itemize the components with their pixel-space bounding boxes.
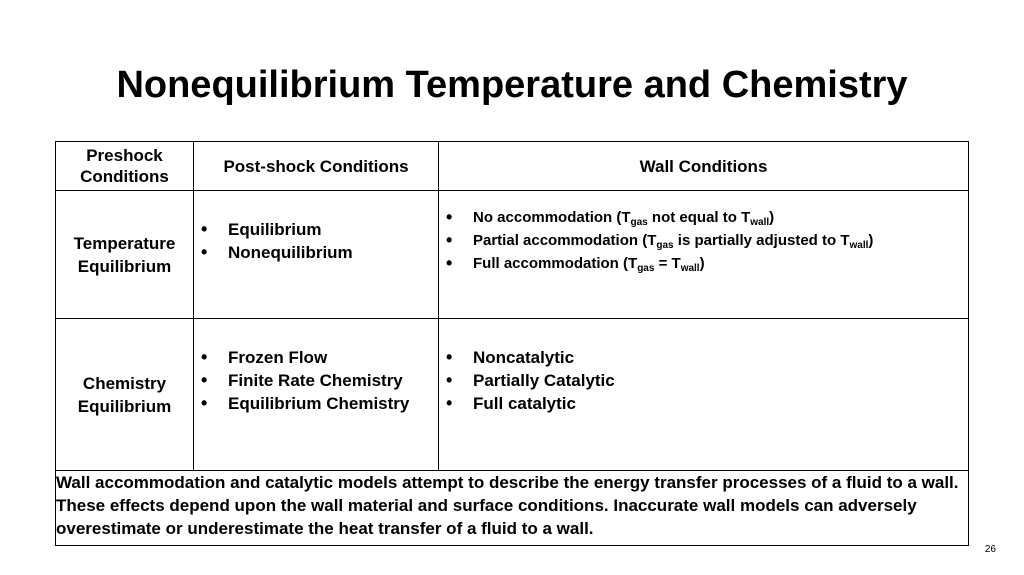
item-text: ) — [868, 232, 874, 249]
temperature-row — [56, 191, 969, 319]
list-item: • Nonequilibrium — [194, 241, 438, 264]
item-text: is partially adjusted to T — [673, 232, 850, 249]
item-text: Partial accommodation (T — [473, 232, 657, 249]
item-text: Full accommodation (T — [473, 255, 638, 272]
subscript: gas — [637, 263, 655, 274]
temperature-wall-cell — [439, 191, 969, 319]
chemistry-wall-cell — [439, 319, 969, 471]
header-row — [56, 142, 969, 191]
list-item: • Noncatalytic — [439, 346, 968, 369]
footer-note: Wall accommodation and catalytic models attempt to describe the energy transfer processes of a fluid to a wall. These effects depend upon the wall material and surface conditions. Inaccurate wall models can adversely overestimate or underestimate the heat transfer of a fluid to a wall. — [56, 471, 969, 546]
temperature-post-cell — [194, 191, 439, 319]
header-wall: Wall Conditions — [439, 142, 969, 191]
subscript: gas — [630, 217, 648, 228]
subscript: wall — [680, 263, 700, 274]
chemistry-row-label: Chemistry Equilibrium — [56, 319, 194, 471]
item-text: = T — [654, 255, 681, 272]
list-item — [439, 252, 968, 275]
list-item — [439, 206, 968, 229]
conditions-table — [55, 141, 969, 546]
list-item: • Full catalytic — [439, 392, 968, 415]
item-text: ) — [769, 209, 775, 226]
list-item: • Finite Rate Chemistry — [194, 369, 438, 392]
list-item: • Equilibrium Chemistry — [194, 392, 438, 415]
list-item: • Frozen Flow — [194, 346, 438, 369]
subscript: wall — [750, 217, 770, 228]
footer-row — [56, 471, 969, 546]
slide-title: Nonequilibrium Temperature and Chemistry — [116, 64, 908, 106]
subscript: wall — [849, 240, 869, 251]
item-text: ) — [699, 255, 705, 272]
subscript: gas — [656, 240, 674, 251]
item-text: No accommodation (T — [473, 209, 631, 226]
list-item — [439, 229, 968, 252]
header-preshock: Preshock Conditions — [56, 142, 194, 191]
item-text: not equal to T — [647, 209, 751, 226]
list-item: • Equilibrium — [194, 218, 438, 241]
list-item: • Partially Catalytic — [439, 369, 968, 392]
chemistry-row — [56, 319, 969, 471]
page-number: 26 — [984, 544, 996, 555]
temperature-row-label: Temperature Equilibrium — [56, 191, 194, 319]
header-postshock: Post-shock Conditions — [194, 142, 439, 191]
chemistry-post-cell — [194, 319, 439, 471]
